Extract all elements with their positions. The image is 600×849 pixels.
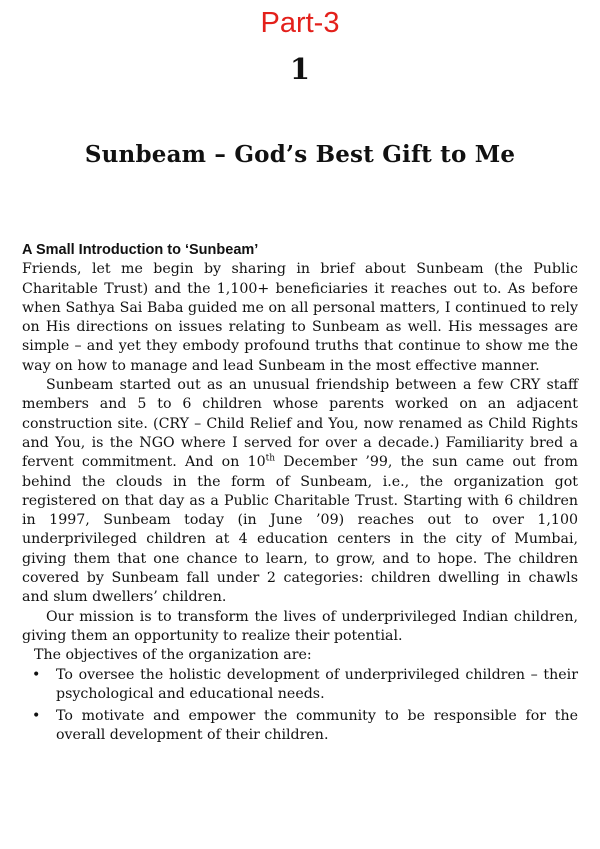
part-label: Part-3	[260, 7, 340, 39]
bullet-icon: •	[32, 666, 41, 683]
chapter-title: Sunbeam – God’s Best Gift to Me	[84, 141, 516, 168]
objectives-intro: The objectives of the organization are:	[34, 647, 312, 664]
bullet-icon: •	[32, 708, 41, 725]
chapter-number: 1	[289, 52, 311, 86]
section-heading: A Small Introduction to ‘Sunbeam’	[22, 242, 259, 258]
paragraph-intro: Friends, let me begin by sharing in brief about Sunbeam (the Public Charitable Trust) and the 1,100+ beneficiaries it reaches out to. As before when Sathya Sai Baba guided me on all personal matters, I continued to rely on His directions on issues relating to Sunbeam as well. His messages are simple – and yet they embody profound truths that continue to show me the way on how to manage and lead Sunbeam in the most effective manner.	[22, 261, 578, 374]
paragraph-history: Sunbeam started out as an unusual friendship between a few CRY staff members and 5 to 6 children whose parents worked on an adjacent construction site. (CRY – Child Relief and You, now renamed as Child Rights and You, is the NGO where I served for over a decade.) Familiarity bred a fervent commitment. And on 10th December ’99, the sun came out from behind the clouds in the form of Sunbeam, i.e., the organization got registered on that day as a Public Charitable Trust. Starting with 6 children in 1997, Sunbeam today (in June ’09) reaches out to over 1,100 underprivileged children at 4 education centers in the city of Mumbai, giving them that one chance to learn, to grow, and to hope. The children covered by Sunbeam fall under 2 categories: children dwelling in chawls and slum dwellers’ children.	[22, 377, 578, 606]
objectives-list	[22, 666, 578, 746]
objective-text: To oversee the holistic development of underprivileged children – their psychological and educational needs.	[56, 666, 578, 702]
paragraph-mission: Our mission is to transform the lives of underprivileged Indian children, giving them an opportunity to realize their potential.	[22, 608, 578, 644]
chapter-body	[22, 241, 578, 749]
objective-text: To motivate and empower the community to be responsible for the overall development of their children.	[56, 708, 578, 744]
list-item	[32, 707, 578, 746]
list-item	[32, 666, 578, 705]
